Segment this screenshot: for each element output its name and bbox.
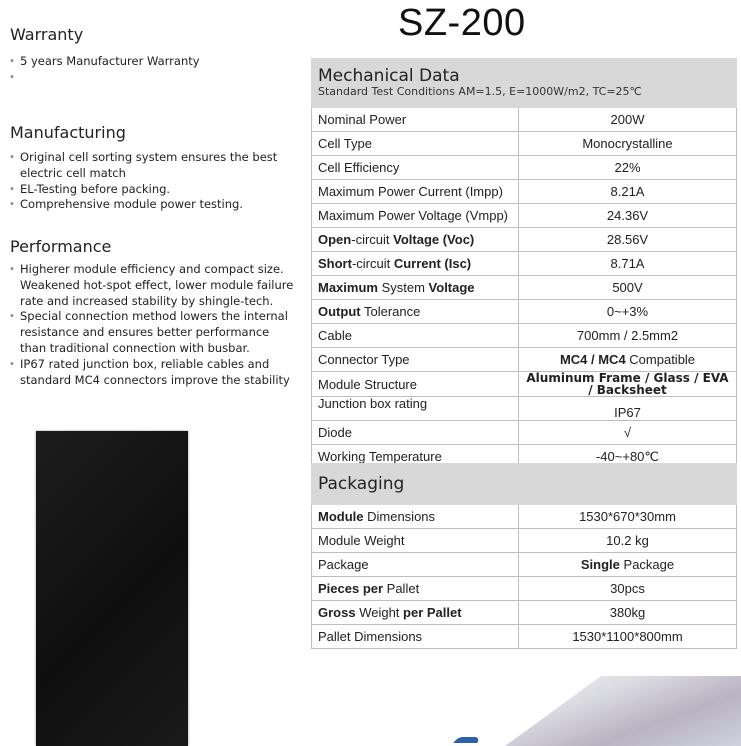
table-row: [312, 372, 737, 397]
list-item: • Special connection method lowers the internal resistance and ensures better performance than traditional connection with busbar.: [9, 309, 294, 356]
row-label: Connector Type: [312, 348, 519, 372]
list-item: • EL-Testing before packing.: [9, 182, 294, 198]
table-row: [312, 300, 737, 324]
packaging-header: [312, 464, 737, 505]
list-item: • Higherer module efficiency and compact size. Weakened hot-spot effect, lower module failure rate and increased stability by shingle-tech.: [9, 262, 294, 309]
manufacturing-title: Manufacturing: [10, 123, 126, 142]
performance-title: Performance: [10, 237, 112, 256]
row-value: 22%: [519, 156, 737, 180]
row-value: 380kg: [519, 601, 737, 625]
table-row: [312, 228, 737, 252]
label-part: -circuit: [351, 256, 394, 271]
mechanical-header: [312, 59, 737, 108]
table-row: [312, 505, 737, 529]
row-value: 700mm / 2.5mm2: [519, 324, 737, 348]
value-part: MC4 / MC4: [559, 352, 626, 367]
warranty-title: Warranty: [10, 25, 84, 44]
table-row: [312, 553, 737, 577]
value-part: Compatible: [625, 352, 696, 367]
manufacturing-list: [9, 150, 294, 213]
row-value: √: [519, 421, 737, 445]
mechanical-data-table: [311, 58, 737, 469]
row-label: Package: [312, 553, 519, 577]
label-part: Gross: [318, 605, 356, 620]
decorative-swoosh: [453, 737, 480, 743]
row-value: 28.56V: [519, 228, 737, 252]
table-row: [312, 180, 737, 204]
row-value: 200W: [519, 108, 737, 132]
table-row: [312, 156, 737, 180]
mechanical-title: Mechanical Data: [318, 66, 460, 86]
table-row: [312, 276, 737, 300]
row-label: [312, 601, 519, 625]
row-label: [312, 252, 519, 276]
table-row: [312, 397, 737, 421]
list-item: [9, 70, 294, 86]
row-label: Nominal Power: [312, 108, 519, 132]
packaging-title: Packaging: [318, 474, 405, 494]
list-item: • Comprehensive module power testing.: [9, 197, 294, 213]
row-label: [312, 300, 519, 324]
label-part: Voltage (Voc): [393, 232, 475, 247]
table-row: [312, 252, 737, 276]
warranty-list: [9, 54, 294, 86]
row-value: [519, 348, 737, 372]
table-row: [312, 529, 737, 553]
label-part: Dimensions: [363, 509, 436, 524]
label-part: Short: [318, 256, 352, 271]
row-label: Junction box rating: [312, 397, 519, 421]
label-part: Output: [318, 304, 361, 319]
list-item: • Original cell sorting system ensures the best electric cell match: [9, 150, 294, 182]
label-part: Pallet: [383, 581, 420, 596]
list-item: • IP67 rated junction box, reliable cables and standard MC4 connectors improve the stability: [9, 357, 294, 389]
row-value: 8.21A: [519, 180, 737, 204]
row-value: 10.2 kg: [519, 529, 737, 553]
table-row: [312, 421, 737, 445]
label-part: Tolerance: [360, 304, 421, 319]
row-value: -40~+80℃: [519, 445, 737, 469]
table-row: [312, 108, 737, 132]
table-row: [312, 625, 737, 649]
row-label: [312, 505, 519, 529]
packaging-table: [311, 463, 737, 649]
row-label: [312, 577, 519, 601]
row-value: 0~+3%: [519, 300, 737, 324]
row-value: 30pcs: [519, 577, 737, 601]
row-label: [312, 276, 519, 300]
table-row: [312, 348, 737, 372]
table-row: [312, 204, 737, 228]
row-value: [519, 553, 737, 577]
label-part: Maximum: [318, 280, 378, 295]
table-row: [312, 577, 737, 601]
row-value: IP67: [519, 397, 737, 421]
row-label: [312, 228, 519, 252]
list-item: • 5 years Manufacturer Warranty: [9, 54, 294, 70]
performance-list: [9, 262, 294, 388]
label-part: -circuit: [351, 232, 394, 247]
model-title: SZ-200: [398, 2, 526, 44]
label-part: Current (Isc): [393, 256, 472, 271]
row-label: Module Structure: [312, 372, 519, 397]
value-part: Package: [619, 557, 675, 572]
decorative-corner-image: [505, 676, 741, 746]
label-part: Voltage: [428, 280, 475, 295]
label-part: System: [377, 280, 429, 295]
row-value: 1530*670*30mm: [519, 505, 737, 529]
row-label: Working Temperature: [312, 445, 519, 469]
mechanical-subtitle: Standard Test Conditions AM=1.5, E=1000W/m2, TC=25℃: [318, 85, 642, 98]
table-row: [312, 324, 737, 348]
label-part: Open: [318, 232, 352, 247]
label-part: per Pallet: [403, 605, 462, 620]
label-part: Weight: [355, 605, 404, 620]
row-label: Cell Type: [312, 132, 519, 156]
row-label: Maximum Power Voltage (Vmpp): [312, 204, 519, 228]
label-part: Module: [318, 509, 364, 524]
row-label: Cell Efficiency: [312, 156, 519, 180]
row-label: Cable: [312, 324, 519, 348]
solar-panel-image: [36, 431, 188, 746]
row-label: Maximum Power Current (Impp): [312, 180, 519, 204]
row-value: Aluminum Frame / Glass / EVA / Backsheet: [519, 372, 737, 397]
row-value: 500V: [519, 276, 737, 300]
value-part: Single: [580, 557, 620, 572]
row-value: 1530*1100*800mm: [519, 625, 737, 649]
row-label: Module Weight: [312, 529, 519, 553]
row-label: Diode: [312, 421, 519, 445]
label-part: Pieces per: [318, 581, 384, 596]
table-row: [312, 132, 737, 156]
row-value: 8.71A: [519, 252, 737, 276]
row-label: Pallet Dimensions: [312, 625, 519, 649]
row-value: Monocrystalline: [519, 132, 737, 156]
row-value: 24.36V: [519, 204, 737, 228]
table-row: [312, 601, 737, 625]
